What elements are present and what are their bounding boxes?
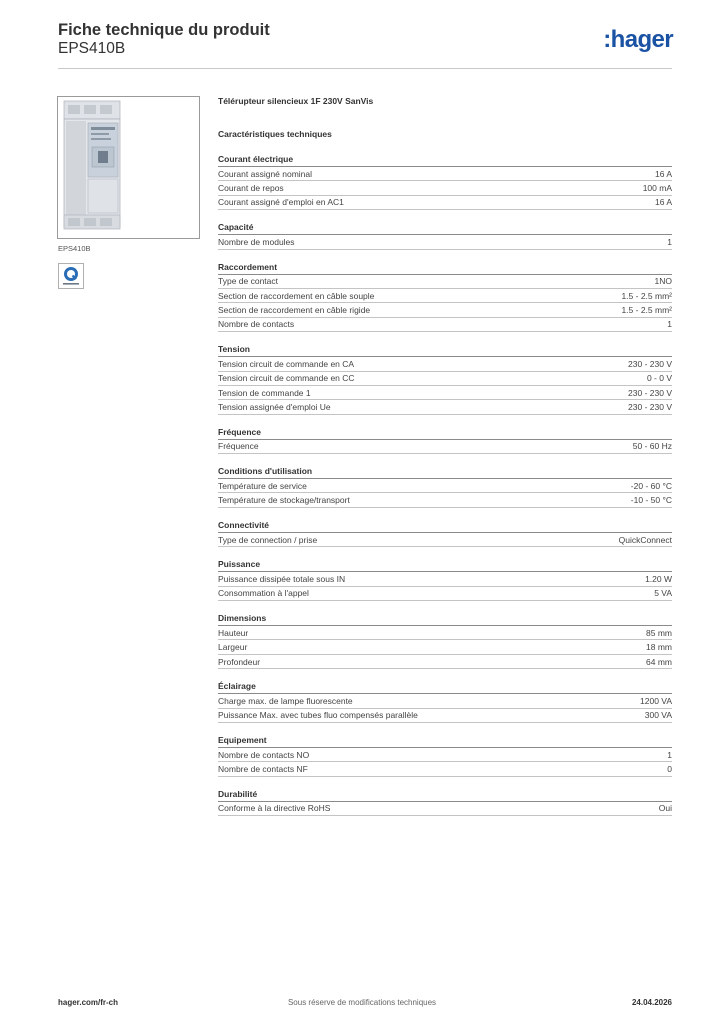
spec-label: Type de contact (218, 276, 279, 287)
spec-label: Nombre de contacts NO (218, 749, 310, 760)
spec-group (218, 427, 672, 454)
spec-value: 5 VA (654, 588, 672, 599)
spec-label: Section de raccordement en câble souple (218, 290, 375, 301)
logo-text: hager (610, 26, 673, 53)
spec-value: 0 (667, 764, 672, 775)
spec-group (218, 789, 672, 816)
spec-group (218, 154, 672, 210)
spec-label: Largeur (218, 642, 248, 653)
spec-group (218, 222, 672, 249)
spec-value: 64 mm (646, 656, 672, 667)
spec-value: -20 - 60 °C (630, 480, 672, 491)
spec-row (218, 303, 672, 317)
spec-value: 1.5 - 2.5 mm² (621, 305, 672, 316)
spec-value: 1.20 W (645, 573, 672, 584)
spec-label: Charge max. de lampe fluorescente (218, 695, 353, 706)
document-title: Fiche technique du produit (58, 21, 270, 39)
spec-row (218, 440, 672, 454)
spec-value: -10 - 50 °C (630, 495, 672, 506)
spec-group-title: Durabilité (218, 789, 672, 802)
spec-row (218, 493, 672, 507)
specifications-panel (218, 96, 672, 816)
spec-row (218, 709, 672, 723)
spec-group (218, 613, 672, 669)
spec-row (218, 479, 672, 493)
spec-label: Courant assigné nominal (218, 168, 313, 179)
spec-label: Température de stockage/transport (218, 495, 350, 506)
spec-row (218, 386, 672, 400)
spec-row (218, 626, 672, 640)
product-image-frame (57, 96, 200, 239)
spec-group-title: Courant électrique (218, 154, 672, 167)
spec-group (218, 520, 672, 547)
spec-label: Profondeur (218, 656, 261, 667)
spec-value: 18 mm (646, 642, 672, 653)
spec-label: Nombre de modules (218, 236, 295, 247)
spec-value: 1 (667, 319, 672, 330)
spec-group-title: Tension (218, 344, 672, 357)
spec-row (218, 372, 672, 386)
spec-group-title: Raccordement (218, 262, 672, 275)
spec-row (218, 181, 672, 195)
quality-certification-icon (58, 263, 84, 289)
spec-group-title: Dimensions (218, 613, 672, 626)
badge-graphic (59, 264, 83, 288)
header-divider (58, 68, 672, 69)
spec-value: 50 - 60 Hz (632, 441, 672, 452)
spec-row (218, 235, 672, 249)
spec-row (218, 694, 672, 708)
spec-value: Oui (658, 803, 672, 814)
product-reference: EPS410B (58, 40, 126, 57)
spec-row (218, 400, 672, 414)
spec-row (218, 167, 672, 181)
spec-label: Tension de commande 1 (218, 387, 311, 398)
spec-groups (218, 154, 672, 816)
spec-group (218, 344, 672, 415)
spec-group-title: Puissance (218, 559, 672, 572)
spec-label: Hauteur (218, 627, 249, 638)
spec-value: 1NO (654, 276, 672, 287)
spec-group-title: Capacité (218, 222, 672, 235)
spec-group-title: Connectivité (218, 520, 672, 533)
product-image-caption: EPS410B (58, 244, 91, 253)
spec-value: QuickConnect (618, 534, 672, 545)
spec-row (218, 587, 672, 601)
spec-value: 300 VA (644, 710, 672, 721)
spec-group (218, 466, 672, 508)
spec-group (218, 262, 672, 333)
spec-label: Nombre de contacts NF (218, 764, 308, 775)
product-photo (58, 97, 199, 238)
spec-value: 230 - 230 V (628, 358, 672, 369)
spec-value: 16 A (654, 168, 672, 179)
spec-row (218, 357, 672, 371)
spec-value: 1 (667, 236, 672, 247)
spec-row (218, 533, 672, 547)
spec-group-title: Conditions d'utilisation (218, 466, 672, 479)
spec-label: Puissance Max. avec tubes fluo compensés parallèle (218, 710, 418, 721)
spec-label: Puissance dissipée totale sous IN (218, 573, 346, 584)
spec-value: 1.5 - 2.5 mm² (621, 290, 672, 301)
spec-value: 100 mA (642, 183, 672, 194)
spec-group-title: Equipement (218, 735, 672, 748)
spec-value: 1 (667, 749, 672, 760)
spec-group-title: Éclairage (218, 681, 672, 694)
spec-section-heading: Caractéristiques techniques (218, 129, 332, 139)
spec-label: Nombre de contacts (218, 319, 295, 330)
spec-value: 230 - 230 V (628, 387, 672, 398)
spec-label: Tension circuit de commande en CC (218, 373, 355, 384)
spec-label: Consommation à l'appel (218, 588, 309, 599)
spec-value: 230 - 230 V (628, 402, 672, 412)
footer-date: 24.04.2026 (631, 998, 672, 1007)
spec-label: Fréquence (218, 441, 259, 452)
spec-value: 16 A (654, 197, 672, 208)
spec-row (218, 318, 672, 332)
hager-logo: :hager (603, 26, 673, 53)
spec-value: 85 mm (646, 627, 672, 638)
spec-group-title: Fréquence (218, 427, 672, 440)
spec-row (218, 762, 672, 776)
spec-label: Conforme à la directive RoHS (218, 803, 331, 814)
spec-label: Tension circuit de commande en CA (218, 358, 355, 369)
spec-value: 0 - 0 V (646, 373, 672, 384)
spec-row (218, 748, 672, 762)
spec-row (218, 196, 672, 210)
footer-website-link[interactable]: hager.com/fr-ch (58, 998, 119, 1007)
spec-group (218, 681, 672, 723)
spec-value: 1200 VA (640, 695, 672, 706)
product-name: Télérupteur silencieux 1F 230V SanVis (218, 96, 374, 106)
spec-row (218, 289, 672, 303)
spec-row (218, 275, 672, 289)
spec-row (218, 572, 672, 586)
spec-row (218, 640, 672, 654)
spec-label: Courant assigné d'emploi en AC1 (218, 197, 344, 208)
spec-label: Type de connection / prise (218, 534, 318, 545)
spec-row (218, 802, 672, 816)
spec-group (218, 735, 672, 777)
spec-group (218, 559, 672, 601)
spec-row (218, 655, 672, 669)
spec-label: Température de service (218, 480, 307, 491)
spec-label: Tension assignée d'emploi Ue (218, 402, 331, 412)
spec-label: Courant de repos (218, 183, 284, 194)
spec-label: Section de raccordement en câble rigide (218, 305, 371, 316)
footer-disclaimer: Sous réserve de modifications techniques (287, 998, 437, 1007)
